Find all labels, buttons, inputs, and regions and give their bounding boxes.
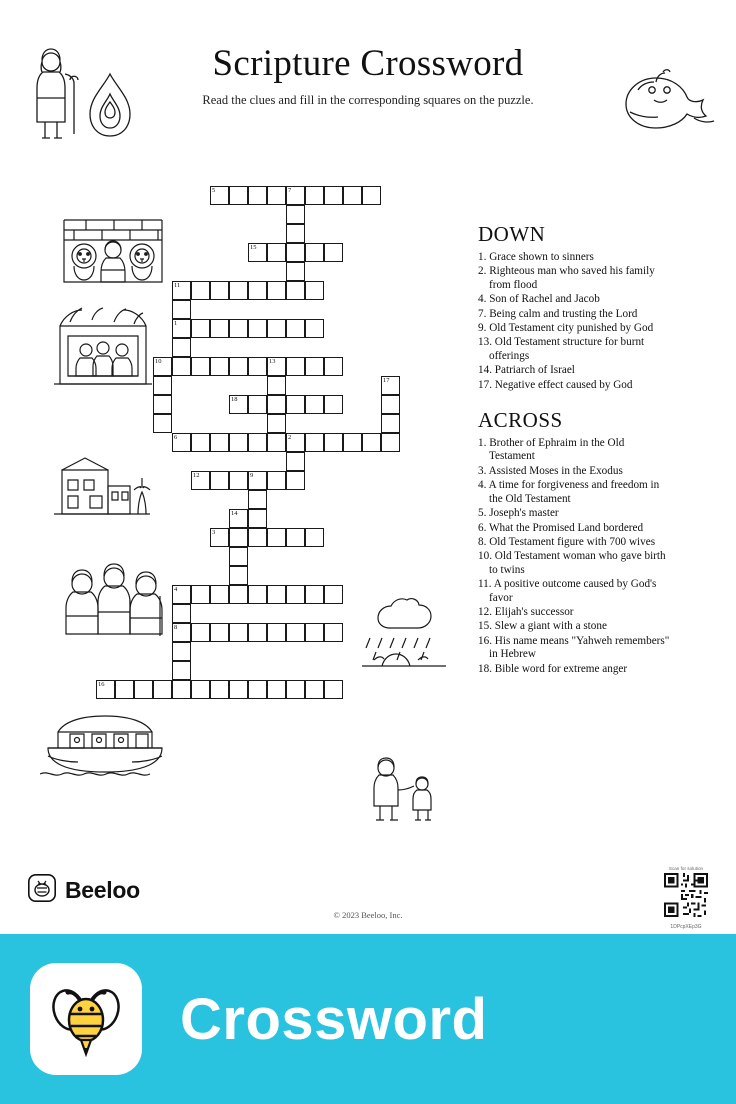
crossword-cell[interactable] [153,376,172,395]
crossword-cell[interactable] [229,623,248,642]
crossword-cell[interactable] [286,319,305,338]
down-clue: 14. Patriarch of Israel [478,364,575,377]
crossword-cell[interactable] [210,433,229,452]
crossword-cell[interactable] [210,585,229,604]
crossword-cell[interactable] [248,357,267,376]
crossword-cell[interactable] [248,395,267,414]
crossword-cell[interactable] [324,357,343,376]
page-subtitle: Read the clues and fill in the corresponding squares on the puzzle. [202,93,534,107]
crossword-cell[interactable] [96,680,115,699]
crossword-cell[interactable] [267,623,286,642]
qr-code-icon[interactable] [664,873,708,917]
crossword-cell[interactable] [286,471,305,490]
crossword-cell[interactable] [305,585,324,604]
copyright-text: © 2023 Beeloo, Inc. [333,910,403,920]
clues-panel [478,222,670,677]
down-clue-list [478,251,670,392]
crossword-cell[interactable] [267,281,286,300]
whale-illustration [608,60,718,140]
crossword-cell[interactable] [286,205,305,224]
down-clue: 1. Grace shown to sinners [478,251,594,263]
crossword-cell[interactable] [248,585,267,604]
cell-number: 6 [174,434,178,441]
crossword-cell[interactable] [267,376,286,395]
crossword-cell[interactable] [115,680,134,699]
crossword-cell[interactable] [305,395,324,414]
crossword-cell[interactable] [229,547,248,566]
crossword-cell[interactable] [267,357,286,376]
crossword-cell[interactable] [191,281,210,300]
crossword-cell[interactable] [324,585,343,604]
crossword-cell[interactable] [248,528,267,547]
brand-lockup [28,874,140,907]
crossword-cell[interactable] [153,414,172,433]
crossword-cell[interactable] [343,433,362,452]
crossword-cell[interactable] [191,357,210,376]
crossword-cell[interactable] [172,604,191,623]
crossword-cell[interactable] [153,395,172,414]
crossword-cell[interactable] [286,585,305,604]
crossword-cell[interactable] [267,433,286,452]
cell-number: 7 [288,187,292,194]
crossword-cell[interactable] [381,414,400,433]
across-clue: 1. Brother of Ephraim in the Old Testament [478,437,625,463]
crossword-cell[interactable] [172,642,191,661]
crossword-cell[interactable] [172,319,191,338]
crossword-cell[interactable] [286,395,305,414]
crossword-cell[interactable] [229,281,248,300]
crossword-cell[interactable] [324,395,343,414]
crossword-cell[interactable] [248,680,267,699]
crossword-cell[interactable] [229,680,248,699]
crossword-cell[interactable] [324,433,343,452]
crossword-cell[interactable] [305,243,324,262]
crossword-cell[interactable] [267,243,286,262]
crossword-cell[interactable] [305,281,324,300]
crossword-cell[interactable] [267,186,286,205]
page-header [0,32,736,152]
crossword-cell[interactable] [324,623,343,642]
crossword-cell[interactable] [172,433,191,452]
crossword-cell[interactable] [248,281,267,300]
crossword-cell[interactable] [229,395,248,414]
qr-block[interactable] [664,866,708,930]
crossword-cell[interactable] [248,623,267,642]
crossword-cell[interactable] [381,395,400,414]
crossword-cell[interactable] [210,357,229,376]
qr-caption: Scan for solution [668,866,704,871]
page-title: Scripture Crossword [212,43,524,84]
crossword-cell[interactable] [191,471,210,490]
crossword-cell[interactable] [229,566,248,585]
cell-number: 13 [269,358,276,365]
crossword-cell[interactable] [324,680,343,699]
crossword-cell[interactable] [210,471,229,490]
down-clue: 4. Son of Rachel and Jacob [478,293,600,306]
down-clue: 7. Being calm and trusting the Lord [478,307,638,320]
crossword-cell[interactable] [305,433,324,452]
crossword-cell[interactable] [286,433,305,452]
page-footer [0,862,736,942]
crossword-cell[interactable] [210,186,229,205]
crossword-cell[interactable] [286,680,305,699]
crossword-cell[interactable] [210,623,229,642]
crossword-cell[interactable] [248,243,267,262]
crossword-cell[interactable] [229,471,248,490]
cell-number: 9 [250,472,254,479]
crossword-cell[interactable] [286,452,305,471]
cell-number: 12 [193,472,200,479]
crossword-cell[interactable] [362,433,381,452]
crossword-cell[interactable] [172,585,191,604]
crossword-cell[interactable] [248,319,267,338]
cell-number: 8 [174,624,178,631]
across-clue: 18. Bible word for extreme anger [478,662,628,675]
across-clue-list [478,437,670,676]
banner-title: Crossword [180,986,488,1052]
crossword-cell[interactable] [210,528,229,547]
crossword-cell[interactable] [229,528,248,547]
crossword-cell[interactable] [191,585,210,604]
cell-number: 18 [231,396,238,403]
across-clue: 15. Slew a giant with a stone [478,620,607,633]
crossword-cell[interactable] [229,433,248,452]
crossword-cell[interactable] [267,395,286,414]
across-clue: 6. What the Promised Land bordered [478,521,644,534]
crossword-cell[interactable] [191,623,210,642]
qr-code-text: 1DPcpXEp3G [670,924,702,930]
cell-number: 5 [212,187,216,194]
crossword-cell[interactable] [153,357,172,376]
crossword-cell[interactable] [267,319,286,338]
cell-number: 14 [231,510,238,517]
crossword-cell[interactable] [248,509,267,528]
crossword-cell[interactable] [172,357,191,376]
across-clue: 8. Old Testament figure with 700 wives [478,535,656,548]
crossword-cell[interactable] [286,243,305,262]
crossword-cell[interactable] [324,243,343,262]
crossword-cell[interactable] [286,623,305,642]
across-heading: ACROSS [478,408,563,433]
crossword-cell[interactable] [305,680,324,699]
crossword-cell[interactable] [210,319,229,338]
crossword-cell[interactable] [229,357,248,376]
cell-number: 17 [383,377,390,384]
crossword-cell[interactable] [248,433,267,452]
crossword-cell[interactable] [172,623,191,642]
across-clue: 11. A positive outcome caused by God's favor [478,578,657,604]
across-clue: 10. Old Testament woman who gave birth to twins [478,550,666,576]
cell-number: 1 [174,320,178,327]
down-heading: DOWN [478,222,546,246]
crossword-cell[interactable] [286,262,305,281]
crossword-cell[interactable] [248,490,267,509]
crossword-cell[interactable] [229,186,248,205]
crossword-cell[interactable] [362,186,381,205]
crossword-cell[interactable] [191,433,210,452]
crossword-cell[interactable] [172,680,191,699]
across-clue: 3. Assisted Moses in the Exodus [478,464,623,477]
down-clue: 13. Old Testament structure for burnt offerings [478,336,645,362]
cell-number: 11 [174,282,181,289]
bee-logo-badge [30,963,142,1075]
down-clue: 9. Old Testament city punished by God [478,322,654,335]
crossword-cell[interactable] [286,357,305,376]
crossword-cell[interactable] [248,186,267,205]
crossword-cell[interactable] [286,186,305,205]
crossword-cell[interactable] [286,224,305,243]
crossword-cell[interactable] [229,319,248,338]
crossword-cell[interactable] [305,357,324,376]
crossword-cell[interactable] [324,186,343,205]
crossword-cell[interactable] [381,433,400,452]
crossword-cell[interactable] [248,471,267,490]
crossword-cell[interactable] [267,471,286,490]
bottom-banner [0,934,736,1104]
crossword-cell[interactable] [267,528,286,547]
across-clue: 16. His name means "Yahweh remembers" in Hebrew [478,634,670,661]
bee-logo-icon [43,976,129,1062]
crossword-cell[interactable] [134,680,153,699]
down-clue: 2. Righteous man who saved his family from flood [478,265,655,291]
cell-number: 16 [98,681,105,688]
crossword-cell[interactable] [172,300,191,319]
crossword-cell[interactable] [210,281,229,300]
crossword-cell[interactable] [343,186,362,205]
crossword-cell[interactable] [229,509,248,528]
shepherd-and-burning-bush-illustration [18,40,138,150]
beeloo-logo-icon [28,874,56,907]
crossword-cell[interactable] [305,623,324,642]
crossword-cell[interactable] [381,376,400,395]
crossword-cell[interactable] [267,585,286,604]
crossword-grid[interactable] [96,186,456,826]
across-clue: 12. Elijah's successor [478,605,574,618]
crossword-cell[interactable] [172,281,191,300]
crossword-cell[interactable] [305,528,324,547]
cell-number: 10 [155,358,162,365]
crossword-cell[interactable] [229,585,248,604]
crossword-cell[interactable] [210,680,229,699]
crossword-cell[interactable] [267,680,286,699]
crossword-cell[interactable] [286,281,305,300]
cell-number: 4 [174,586,178,593]
crossword-cell[interactable] [172,338,191,357]
cell-number: 2 [288,434,292,441]
crossword-cell[interactable] [172,661,191,680]
cell-number: 15 [250,244,257,251]
crossword-cell[interactable] [191,319,210,338]
crossword-cell[interactable] [286,528,305,547]
down-clue: 17. Negative effect caused by God [478,378,633,391]
crossword-cell[interactable] [305,319,324,338]
across-clue: 5. Joseph's master [478,507,559,520]
crossword-cell[interactable] [305,186,324,205]
crossword-cell[interactable] [267,414,286,433]
across-clue: 4. A time for forgiveness and freedom in the Old Testament [478,479,660,505]
crossword-cell[interactable] [153,680,172,699]
brand-name: Beeloo [65,877,140,903]
crossword-cell[interactable] [191,680,210,699]
cell-number: 3 [212,529,216,536]
